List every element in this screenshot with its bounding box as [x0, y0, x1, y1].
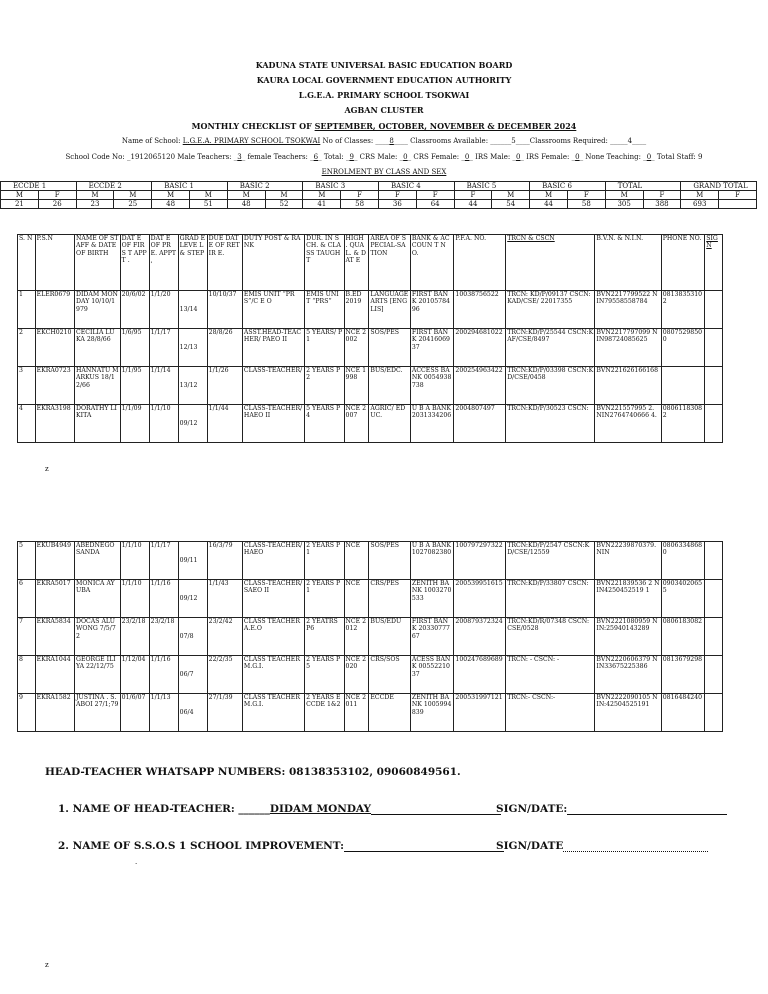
- staff-cell: [661, 367, 705, 405]
- enrolment-value-cell: 36: [378, 200, 416, 209]
- enrolment-sex-cell: F: [567, 191, 605, 200]
- ssos-label: 2. NAME OF S.S.O.S 1 SCHOOL IMPROVEMENT:: [58, 840, 345, 852]
- checklist-months: SEPTEMBER, OCTOBER, NOVEMBER & DECEMBER 2024: [314, 121, 577, 131]
- staff-cell: 08063348680: [661, 542, 705, 580]
- staff-cell: CRS/PES: [369, 580, 410, 618]
- staff-cell: DOCAS ALUWONG 7/5/72: [75, 618, 121, 656]
- staff-cell: NCE 1998: [344, 367, 369, 405]
- staff-cell: FIRST BANK 2041606937: [410, 329, 454, 367]
- enrolment-table: [0, 181, 757, 209]
- staff-cell: 27/1/39: [207, 694, 242, 732]
- staff-cell: 200294681022: [454, 329, 506, 367]
- staff-column-header: TRCN & CSCN: [506, 235, 595, 291]
- total-teachers-value: 9: [349, 153, 354, 161]
- staff-row: [18, 367, 723, 405]
- staff-cell: EKRA0723: [35, 367, 74, 405]
- enrolment-class-header: BASIC 4: [378, 182, 454, 191]
- staff-cell: ZENITH BANK 1003270533: [410, 580, 454, 618]
- total-teachers-label: _ Total: _: [318, 153, 350, 161]
- staff-cell: BVN221626166168: [595, 367, 661, 405]
- staff-cell: 0806183082: [661, 618, 705, 656]
- staff-cell: 200531997121: [454, 694, 506, 732]
- staff-column-header: DAT E OF PRE. APPT ,: [149, 235, 178, 291]
- staff-cell: 1/1/26: [207, 367, 242, 405]
- staff-cell: BVN221557995 2. NIN2764740666 4.: [595, 405, 661, 443]
- staff-cell: 1/1/17: [149, 542, 178, 580]
- enrolment-value-cell: 48: [152, 200, 190, 209]
- staff-cell: BVN2220606379 NIN33675225386: [595, 656, 661, 694]
- staff-cell: 6: [18, 580, 36, 618]
- sign-date-line-2[interactable]: [563, 840, 708, 852]
- staff-cell: CLASS TEACHER M.G.I.: [242, 656, 304, 694]
- enrolment-title: ENROLMENT BY CLASS AND SEX: [321, 168, 447, 176]
- staff-cell: NCE: [344, 542, 369, 580]
- staff-cell: 1/1/13: [149, 694, 178, 732]
- staff-cell[interactable]: [705, 291, 723, 329]
- enrolment-class-header: BASIC 3: [303, 182, 379, 191]
- staff-cell: CLASS TEACHER A.E.O: [242, 618, 304, 656]
- staff-cell: 23/2/18: [149, 618, 178, 656]
- staff-cell: TRCN:- CSCN:-: [506, 694, 595, 732]
- staff-cell: TRCN: - CSCN: -: [506, 656, 595, 694]
- school-info-line: [0, 137, 768, 145]
- staff-column-header: DUTY POST & RANK: [242, 235, 304, 291]
- staff-cell: BUS/EDC.: [369, 367, 410, 405]
- staff-column-header: AREA OF SPECIAL-SATION: [369, 235, 410, 291]
- enrolment-sex-cell: M: [492, 191, 530, 200]
- staff-cell: 2 YEARS P2: [305, 367, 344, 405]
- staff-cell: 10038756522: [454, 291, 506, 329]
- staff-cell: 13/14: [178, 291, 207, 329]
- staff-cell: 2 YEARS ECCDE 1&2: [305, 694, 344, 732]
- authority-title: KAURA LOCAL GOVERNMENT EDUCATION AUTHORITY: [256, 75, 512, 85]
- irs-female-label: _ IRS Female: _: [520, 153, 576, 161]
- staff-cell: JUSTINA . S. ABOI 27/1;79: [75, 694, 121, 732]
- staff-cell: 1/6/95: [120, 329, 149, 367]
- staff-cell[interactable]: [705, 656, 723, 694]
- staff-cell: 07/8: [178, 618, 207, 656]
- enrolment-value-cell: 64: [416, 200, 454, 209]
- staff-cell: TRCN: KD/P/09137 CSCN:KAD/CSE/ 22017355: [506, 291, 595, 329]
- staff-cell: 1/1/10: [120, 580, 149, 618]
- staff-column-header: DAT E OF FIRS T APPT .: [120, 235, 149, 291]
- staff-cell: CLASS TEACHER M.G.I.: [242, 694, 304, 732]
- enrolment-value-cell: 305: [605, 200, 643, 209]
- enrolment-sex-cell: F: [38, 191, 76, 200]
- enrolment-sex-cell: F: [341, 191, 379, 200]
- staff-cell: 1/1/44: [207, 405, 242, 443]
- staff-column-header: DUE DATE OF RETIR E.: [207, 235, 242, 291]
- staff-cell: 7: [18, 618, 36, 656]
- staff-cell: EKRA3198: [35, 405, 74, 443]
- staff-cell: CRS/SOS: [369, 656, 410, 694]
- staff-cell[interactable]: [705, 542, 723, 580]
- enrolment-sex-cell: M: [303, 191, 341, 200]
- staff-cell: 16/3/79: [207, 542, 242, 580]
- school-title: L.G.E.A. PRIMARY SCHOOL TSOKWAI: [298, 90, 470, 100]
- staff-cell[interactable]: [705, 580, 723, 618]
- staff-cell: CLASS-TEACHER/ HAEO II: [242, 405, 304, 443]
- staff-cell: NCE 2007: [344, 405, 369, 443]
- staff-cell: DIDAM MONDAY 10/10/1979: [75, 291, 121, 329]
- staff-cell: TRCN:KD/P/03398 CSCN:KD/CSE/0458: [506, 367, 595, 405]
- staff-column-header: BANK & ACCOUN T NO.: [410, 235, 454, 291]
- staff-row: [18, 694, 723, 732]
- staff-cell: 2 YEARS P1: [305, 580, 344, 618]
- enrolment-class-header: BASIC 6: [530, 182, 606, 191]
- board-title: KADUNA STATE UNIVERSAL BASIC EDUCATION BOARD: [255, 60, 513, 70]
- whatsapp-numbers: 08138353102, 09060849561.: [289, 766, 461, 778]
- staff-cell: SOS/PES: [369, 542, 410, 580]
- school-code-value: 1912065120: [130, 153, 176, 161]
- staff-cell: 200539951615: [454, 580, 506, 618]
- staff-cell: 1/12/04: [120, 656, 149, 694]
- staff-cell: 2 YEARS P5: [305, 656, 344, 694]
- enrolment-value-cell: 41: [303, 200, 341, 209]
- staff-cell: 0816484240: [661, 694, 705, 732]
- enrolment-sex-cell: M: [1, 191, 39, 200]
- staff-cell: ELER0679: [35, 291, 74, 329]
- sign-date-label-2: SIGN/DATE: [496, 840, 564, 852]
- staff-cell: LANGUAGE ARTS [ENGLIS]: [369, 291, 410, 329]
- staff-cell: CLASS-TEACHER/ SAEO II: [242, 580, 304, 618]
- irs-male-value: 0: [515, 153, 521, 161]
- staff-cell: 200254963422: [454, 367, 506, 405]
- total-staff-label: _ Total Staff:: [651, 153, 699, 161]
- irs-male-label: _ IRS Male: _: [469, 153, 516, 161]
- staff-cell: 5 YEARS P4: [305, 405, 344, 443]
- head-teacher-label: 1. NAME OF HEAD-TEACHER: ______: [58, 803, 270, 815]
- staff-column-header: P.F.A. NO.: [454, 235, 506, 291]
- enrolment-class-row: [1, 182, 757, 191]
- staff-cell: EKRA1044: [35, 656, 74, 694]
- staff-cell: 1/1/95: [120, 367, 149, 405]
- staff-cell[interactable]: [705, 694, 723, 732]
- crs-male-label: _ CRS Male: _: [353, 153, 404, 161]
- staff-cell: CLASS-TEACHER/ HAEO: [242, 542, 304, 580]
- enrolment-sex-cell: F: [719, 191, 757, 200]
- checklist-title: [0, 121, 768, 131]
- staff-cell: 20/6/02: [120, 291, 149, 329]
- enrolment-class-header: BASIC 1: [152, 182, 228, 191]
- staff-cell: 08061183082: [661, 405, 705, 443]
- enrolment-sex-cell: F: [454, 191, 492, 200]
- staff-cell: DORATHY LIKITA: [75, 405, 121, 443]
- staff-row: [18, 291, 723, 329]
- staff-cell: 2004807497: [454, 405, 506, 443]
- crs-male-value: 0: [403, 153, 408, 161]
- enrolment-value-cell: 58: [341, 200, 379, 209]
- staff-cell: EKCH0210: [35, 329, 74, 367]
- enrolment-sex-row: [1, 191, 757, 200]
- female-teachers-value: 6: [313, 153, 319, 161]
- staff-cell: ASST.HEAD-TEACHER/ PAEO II: [242, 329, 304, 367]
- staff-cell: ZENITH BANK 1005994839: [410, 694, 454, 732]
- staff-cell: 5: [18, 542, 36, 580]
- ssos-name-line[interactable]: [344, 840, 504, 852]
- staff-cell: 2 YEARS P1: [305, 542, 344, 580]
- staff-cell: ACESS BANK 0055221037: [410, 656, 454, 694]
- total-staff-value: 9: [698, 153, 703, 161]
- staff-column-header: SIG N: [705, 235, 723, 291]
- sign-date-line[interactable]: [567, 803, 727, 815]
- staff-cell: ECCDE: [369, 694, 410, 732]
- staff-cell: EKUB4949: [35, 542, 74, 580]
- ssos-sign: [496, 840, 708, 852]
- staff-cell: BVN2221080959 NIN:25940143289: [595, 618, 661, 656]
- staff-cell: 09034020655: [661, 580, 705, 618]
- staff-cell: TRCN:KD/P/33807 CSCN:: [506, 580, 595, 618]
- staff-cell: 5 YEARS/ P1: [305, 329, 344, 367]
- staff-cell: GEORGE ILIYA 22/12/75: [75, 656, 121, 694]
- non-teaching-value: 0: [646, 153, 652, 161]
- staff-column-header: PHONE NO.: [661, 235, 705, 291]
- stray-dot: .: [135, 858, 138, 866]
- classrooms-available-label: ____ Classrooms Available: ______: [393, 137, 512, 145]
- classrooms-required-value: 4: [627, 137, 633, 145]
- staff-cell: 1/1/09: [120, 405, 149, 443]
- staff-cell: 23/2/18: [120, 618, 149, 656]
- staff-cell: FIRST BANK 2010578496: [410, 291, 454, 329]
- stray-mark-bottom: z: [45, 961, 49, 969]
- staff-cell: 3: [18, 367, 36, 405]
- staff-cell: ABEDNEGO SANDA: [75, 542, 121, 580]
- classrooms-required-tail: ____: [632, 137, 647, 145]
- enrolment-value-cell: [719, 200, 757, 209]
- enrolment-sex-cell: M: [152, 191, 190, 200]
- enrolment-sex-cell: M: [189, 191, 227, 200]
- staff-cell: 4: [18, 405, 36, 443]
- enrolment-value-cell: 26: [38, 200, 76, 209]
- head-teacher-sign: [496, 803, 727, 815]
- staff-cell: 1/1/43: [207, 580, 242, 618]
- staff-cell: SOS/PES: [369, 329, 410, 367]
- staff-column-header: P.S.N: [35, 235, 74, 291]
- staff-cell: U B A BANK 1027082380: [410, 542, 454, 580]
- staff-column-header: GRAD E LEVE L & STEP: [178, 235, 207, 291]
- staff-cell: 200879372324: [454, 618, 506, 656]
- staff-cell: TRCN:KD/P/2547 CSCN:KD/CSE/12559: [506, 542, 595, 580]
- staff-cell: NCE 2012: [344, 618, 369, 656]
- enrolment-class-header: BASIC 2: [227, 182, 303, 191]
- enrolment-value-cell: 44: [454, 200, 492, 209]
- enrolment-class-header: ECCDE 1: [1, 182, 77, 191]
- staff-cell[interactable]: [705, 618, 723, 656]
- classes-label: No of Classes: ____: [320, 137, 390, 145]
- staff-cell: BVN2217797099 NIN98724085625: [595, 329, 661, 367]
- enrolment-value-cell: 693: [681, 200, 719, 209]
- staff-cell: B.ED 2019: [344, 291, 369, 329]
- staff-cell: EKRA5017: [35, 580, 74, 618]
- staff-cell: CLASS-TEACHER/: [242, 367, 304, 405]
- staff-row: [18, 542, 723, 580]
- staff-cell: 1/1/10: [149, 405, 178, 443]
- staff-cell: 1: [18, 291, 36, 329]
- classrooms-available-value: 5: [511, 137, 516, 145]
- enrolment-class-header: BASIC 5: [454, 182, 530, 191]
- staff-cell: ACCESS BANK 0054938738: [410, 367, 454, 405]
- staff-column-header: S. N: [18, 235, 36, 291]
- staff-cell: 9: [18, 694, 36, 732]
- enrolment-value-cell: 48: [227, 200, 265, 209]
- whatsapp-label: HEAD-TEACHER WHATSAPP NUMBERS:: [45, 766, 289, 778]
- enrolment-value-cell: 25: [114, 200, 152, 209]
- enrolment-value-cell: 58: [567, 200, 605, 209]
- staff-cell: NCE 2011: [344, 694, 369, 732]
- staff-cell: BUS/EDU: [369, 618, 410, 656]
- staff-cell: MONICA AYUBA: [75, 580, 121, 618]
- checklist-prefix: MONTHLY CHECKLIST OF: [191, 121, 315, 131]
- staff-cell[interactable]: [705, 367, 723, 405]
- staff-cell: 01/6/07: [120, 694, 149, 732]
- sign-date-label: SIGN/DATE:: [496, 803, 568, 815]
- classes-value: 8: [389, 137, 394, 145]
- staff-table-continued: [17, 541, 723, 732]
- staff-cell: 10/10/37: [207, 291, 242, 329]
- staff-cell: 100247689689: [454, 656, 506, 694]
- staff-cell: TRCN:KD/P/25544 CSCN:KAF/CSE/8497: [506, 329, 595, 367]
- enrolment-sex-cell: F: [416, 191, 454, 200]
- enrolment-value-cell: 388: [643, 200, 681, 209]
- staff-cell: EKRA5834: [35, 618, 74, 656]
- staff-cell: 2 YEATRS P6: [305, 618, 344, 656]
- enrolment-sex-cell: M: [681, 191, 719, 200]
- staff-cell: 08138353102: [661, 291, 705, 329]
- staff-cell: 1/1/14: [149, 367, 178, 405]
- staff-cell: TRCN:KD/P/30523 CSCN:: [506, 405, 595, 443]
- enrolment-value-cell: 54: [492, 200, 530, 209]
- irs-female-value: 0: [575, 153, 580, 161]
- staff-cell: 28/8/26: [207, 329, 242, 367]
- staff-cell: BVN2217799522 NIN79558558784: [595, 291, 661, 329]
- staff-cell: 23/2/42: [207, 618, 242, 656]
- staff-cell: 1/1/16: [149, 580, 178, 618]
- staff-cell: BVN22239870379. NIN: [595, 542, 661, 580]
- staff-cell: 1/1/10: [120, 542, 149, 580]
- staff-row: [18, 656, 723, 694]
- staff-cell: 13/12: [178, 367, 207, 405]
- cluster-title: AGBAN CLUSTER: [344, 105, 424, 115]
- school-code-label: School Code No: _: [65, 153, 131, 161]
- staff-row: [18, 405, 723, 443]
- staff-table: [17, 234, 723, 443]
- staff-cell: CECILIA LUKA 28/8/66: [75, 329, 121, 367]
- female-teachers-label: _ female Teachers: _: [241, 153, 314, 161]
- staff-cell: NCE 2020: [344, 656, 369, 694]
- enrolment-value-cell: 52: [265, 200, 303, 209]
- male-teachers-label: Male Teachers: _: [175, 153, 238, 161]
- staff-cell: 09/12: [178, 405, 207, 443]
- staff-cell: 2: [18, 329, 36, 367]
- staff-cell: BVN2222090105 NIN:42504525191: [595, 694, 661, 732]
- stray-mark: z: [45, 465, 49, 473]
- staff-cell: NCE 2002: [344, 329, 369, 367]
- staff-cell: 09/11: [178, 542, 207, 580]
- head-teacher-name-line: [371, 803, 501, 815]
- enrolment-value-cell: 23: [76, 200, 114, 209]
- enrolment-value-cell: 21: [1, 200, 39, 209]
- whatsapp-line: [45, 766, 461, 778]
- enrolment-class-header: TOTAL: [605, 182, 681, 191]
- staff-cell[interactable]: [705, 405, 723, 443]
- staff-row: [18, 580, 723, 618]
- staff-cell: 08075298500: [661, 329, 705, 367]
- staff-cell: EMIS UNIT “PRS”/C E O: [242, 291, 304, 329]
- ssos-line: [58, 840, 504, 852]
- head-teacher-name: DIDAM MONDAY: [269, 803, 372, 815]
- school-name-value: L.G.E.A. PRIMARY SCHOOL TSOKWAI: [182, 137, 321, 145]
- enrolment-sex-cell: M: [227, 191, 265, 200]
- staff-cell: 22/2/35: [207, 656, 242, 694]
- staff-cell: FIRST BANK 2033077767: [410, 618, 454, 656]
- enrolment-sex-cell: F: [378, 191, 416, 200]
- staff-cell: 1/1/20: [149, 291, 178, 329]
- staff-cell: EMIS UNIT “PRS”: [305, 291, 344, 329]
- staff-cell: 100797297322: [454, 542, 506, 580]
- staff-cell: 8: [18, 656, 36, 694]
- staff-cell: EKRA1582: [35, 694, 74, 732]
- enrolment-sex-cell: M: [76, 191, 114, 200]
- staff-cell[interactable]: [705, 329, 723, 367]
- enrolment-value-cell: 51: [189, 200, 227, 209]
- staff-cell: AGRIC/ EDUC.: [369, 405, 410, 443]
- staff-cell: TRCN:KD/R/07348 CSCN:CSE/0528: [506, 618, 595, 656]
- classrooms-required-label: ____Classrooms Required: _____: [515, 137, 628, 145]
- enrolment-sex-cell: M: [265, 191, 303, 200]
- staff-cell: 1/1/16: [149, 656, 178, 694]
- staff-column-header: NAME OF STAFF & DATE OF BIRTH: [75, 235, 121, 291]
- enrolment-class-header: GRAND TOTAL: [681, 182, 757, 191]
- staff-cell: NCE: [344, 580, 369, 618]
- enrolment-sex-cell: M: [605, 191, 643, 200]
- enrolment-sex-cell: M: [114, 191, 152, 200]
- staff-cell: 06/7: [178, 656, 207, 694]
- enrolment-values-row: [1, 200, 757, 209]
- staff-cell: 12/13: [178, 329, 207, 367]
- enrolment-value-cell: 44: [530, 200, 568, 209]
- staff-column-header: B.V.N. & N.I.N.: [595, 235, 661, 291]
- enrolment-sex-cell: F: [643, 191, 681, 200]
- non-teaching-label: _ None Teaching: _: [579, 153, 647, 161]
- enrolment-class-header: ECCDE 2: [76, 182, 152, 191]
- school-name-label: Name of School:: [121, 137, 183, 145]
- enrolment-sex-cell: M: [530, 191, 568, 200]
- staff-row: [18, 329, 723, 367]
- staff-table-header: [18, 235, 723, 291]
- staff-cell: 09/12: [178, 580, 207, 618]
- staff-column-header: DUR. IN SCH. & CLASS TAUGH T: [305, 235, 344, 291]
- crs-female-value: 0: [464, 153, 470, 161]
- crs-female-label: _ CRS Female: _: [407, 153, 465, 161]
- staff-column-header: HIGH . QUA L. & DAT E: [344, 235, 369, 291]
- staff-cell: U B A BANK 2031334206: [410, 405, 454, 443]
- staff-cell: 06/4: [178, 694, 207, 732]
- head-teacher-line: [58, 803, 501, 815]
- teacher-count-line: [0, 153, 768, 161]
- staff-cell: BVN221839536 2 NIN4250452519 1: [595, 580, 661, 618]
- male-teachers-value: 3: [237, 153, 242, 161]
- staff-cell: HANNATU MARKUS 18/12/66: [75, 367, 121, 405]
- staff-cell: 1/1/17: [149, 329, 178, 367]
- staff-cell: 0813679298: [661, 656, 705, 694]
- staff-row: [18, 618, 723, 656]
